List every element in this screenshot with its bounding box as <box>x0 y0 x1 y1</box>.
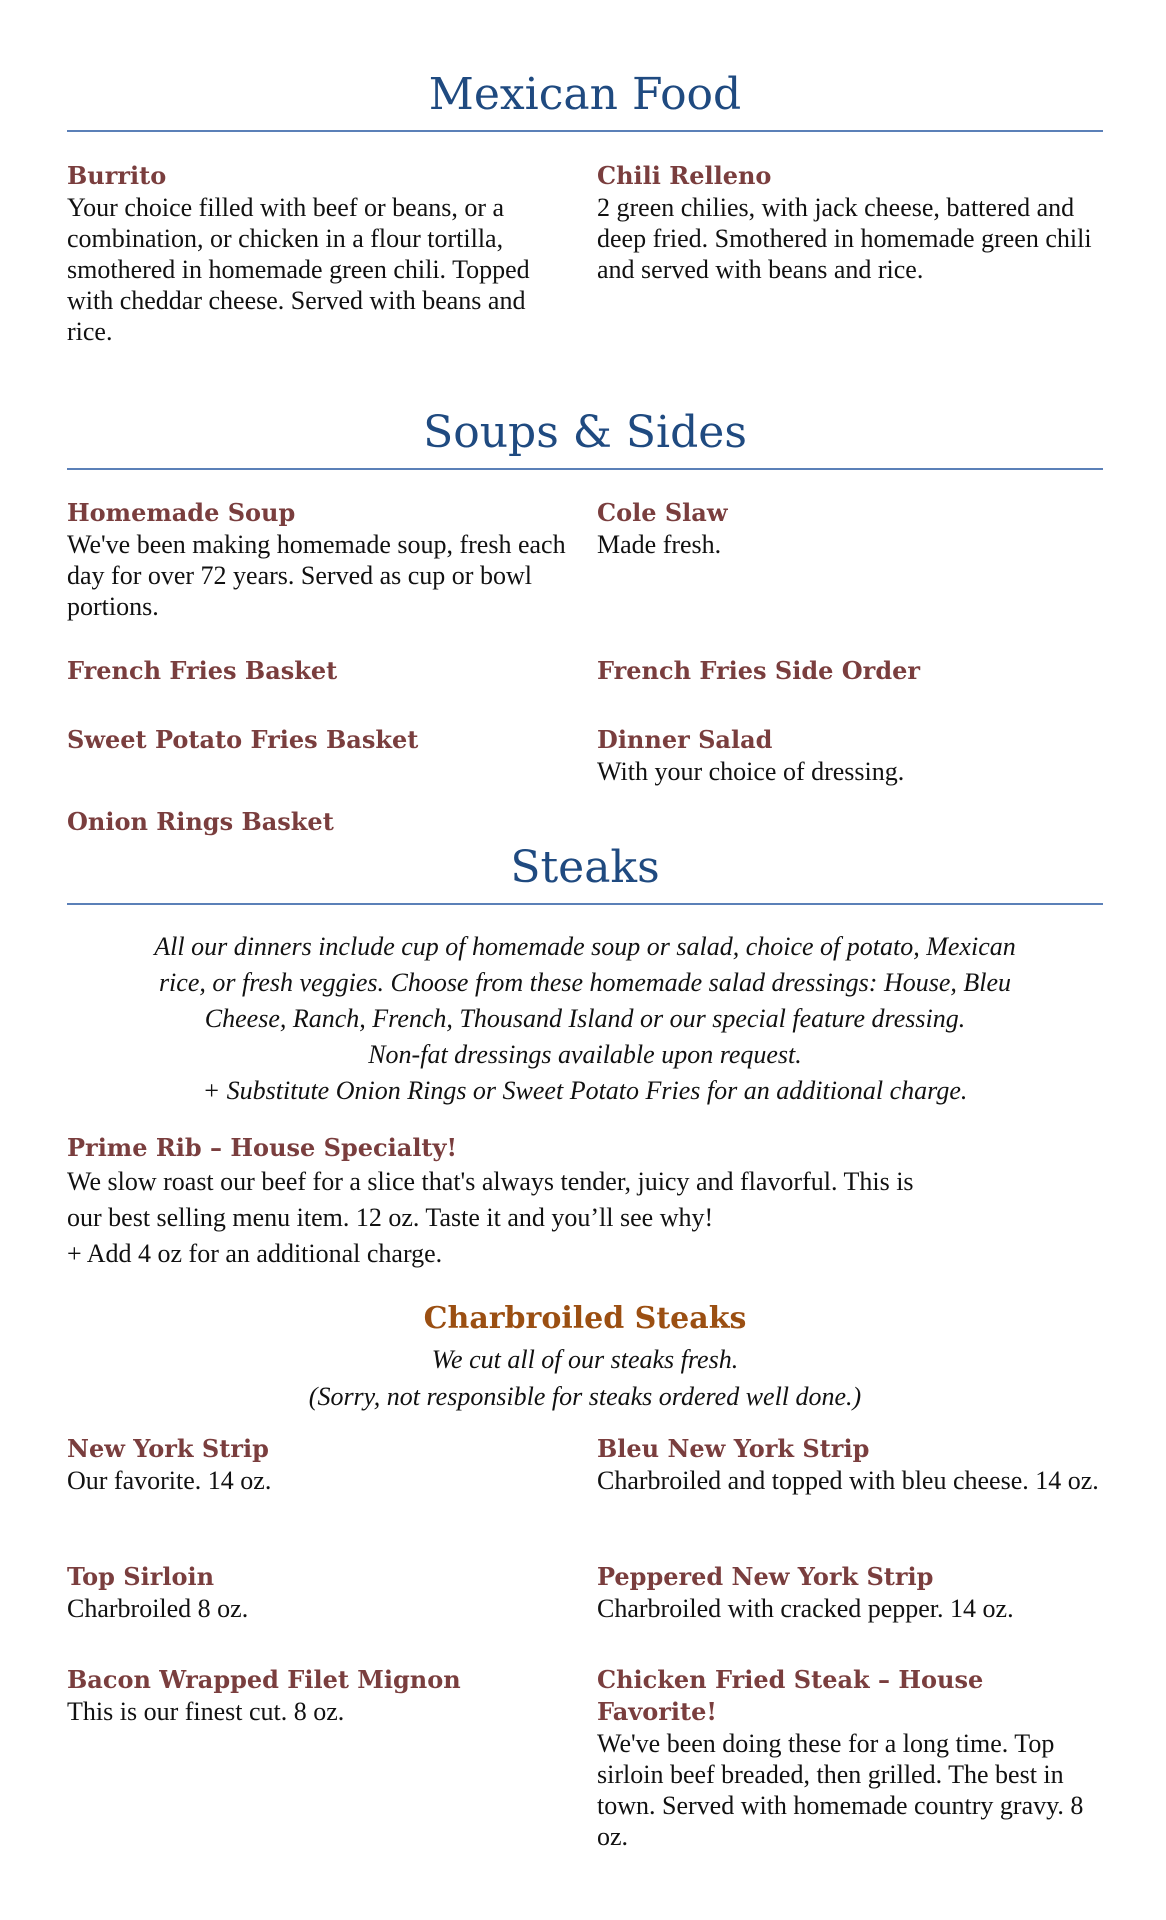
menu-item-prime-rib <box>67 1132 1103 1272</box>
section-divider <box>67 468 1103 470</box>
steaks-intro <box>67 929 1103 1109</box>
item-name: Peppered New York Strip <box>597 1562 934 1591</box>
item-description: Charbroiled and topped with bleu cheese. 14 oz. <box>597 1466 1099 1495</box>
section-title-steaks: Steaks <box>510 842 660 893</box>
item-name: Sweet Potato Fries Basket <box>67 725 419 754</box>
item-description-line: We slow roast our beef for a slice that's always tender, juicy and flavorful. This is <box>67 1167 914 1196</box>
charbroiled-note: We cut all of our steaks fresh. <box>431 1345 739 1374</box>
item-description: Made fresh. <box>597 530 722 559</box>
charbroiled-note: (Sorry, not responsible for steaks ordered well done.) <box>308 1382 862 1411</box>
item-name: French Fries Basket <box>67 656 338 685</box>
menu-item-sweet-potato-fries-basket <box>67 724 577 756</box>
item-description: Charbroiled 8 oz. <box>67 1594 249 1623</box>
intro-line: All our dinners include cup of homemade soup or salad, choice of potato, Mexican <box>154 932 1016 961</box>
menu-item-bleu-new-york-strip <box>597 1433 1107 1496</box>
menu-item-bacon-wrapped-filet-mignon <box>67 1664 577 1727</box>
menu-item-french-fries-basket <box>67 655 577 687</box>
item-name: Homemade Soup <box>67 498 296 527</box>
item-name: Onion Rings Basket <box>67 807 334 836</box>
menu-item-peppered-new-york-strip <box>597 1561 1107 1624</box>
item-description: This is our finest cut. 8 oz. <box>67 1697 345 1726</box>
intro-line: rice, or fresh veggies. Choose from these homemade salad dressings: House, Bleu <box>158 968 1012 997</box>
section-divider <box>67 903 1103 905</box>
menu-page <box>67 0 1103 1920</box>
menu-item-chili-relleno <box>597 160 1107 285</box>
section-title-soups-sides: Soups & Sides <box>423 407 747 458</box>
item-description: We've been doing these for a long time. Top sirloin beef breaded, then grilled. The best in town. Served with homemade country gravy. 8 oz. <box>597 1729 1084 1851</box>
item-name: Bacon Wrapped Filet Mignon <box>67 1665 461 1694</box>
item-description: With your choice of dressing. <box>597 757 905 786</box>
menu-item-burrito <box>67 160 577 347</box>
section-title-mexican-food: Mexican Food <box>428 69 742 120</box>
item-name: Chicken Fried Steak – House Favorite! <box>597 1665 984 1726</box>
intro-line: + Substitute Onion Rings or Sweet Potato Fries for an additional charge. <box>202 1076 968 1105</box>
menu-item-top-sirloin <box>67 1561 577 1624</box>
item-name: Bleu New York Strip <box>597 1434 870 1463</box>
subheading-charbroiled-steaks: Charbroiled Steaks <box>423 1301 747 1336</box>
item-name: Prime Rib – House Specialty! <box>67 1133 457 1162</box>
item-description: Your choice filled with beef or beans, or a combination, or chicken in a flour tortilla, smothered in homemade green chili. Topped with cheddar cheese. Served with beans and rice. <box>67 193 530 346</box>
menu-item-cole-slaw <box>597 497 1107 560</box>
item-name: Cole Slaw <box>597 498 728 527</box>
item-name: Dinner Salad <box>597 725 773 754</box>
menu-item-chicken-fried-steak <box>597 1664 1107 1852</box>
menu-item-onion-rings-basket <box>67 806 577 838</box>
menu-item-french-fries-side-order <box>597 655 1107 687</box>
item-description: Charbroiled with cracked pepper. 14 oz. <box>597 1594 1014 1623</box>
section-divider <box>67 130 1103 132</box>
item-description: 2 green chilies, with jack cheese, battered and deep fried. Smothered in homemade green chili and served with beans and rice. <box>597 193 1092 284</box>
menu-item-new-york-strip <box>67 1433 577 1496</box>
item-description: We've been making homemade soup, fresh each day for over 72 years. Served as cup or bowl portions. <box>67 530 566 621</box>
menu-item-dinner-salad <box>597 724 1107 787</box>
item-name: Top Sirloin <box>67 1562 215 1591</box>
intro-line: Non-fat dressings available upon request. <box>368 1040 802 1069</box>
item-description-line: + Add 4 oz for an additional charge. <box>67 1239 443 1268</box>
item-name: Burrito <box>67 161 167 190</box>
menu-item-homemade-soup <box>67 497 577 622</box>
intro-line: Cheese, Ranch, French, Thousand Island or our special feature dressing. <box>204 1004 966 1033</box>
item-description-line: our best selling menu item. 12 oz. Taste it and you’ll see why! <box>67 1203 714 1232</box>
item-description: Our favorite. 14 oz. <box>67 1466 272 1495</box>
item-name: Chili Relleno <box>597 161 772 190</box>
item-name: French Fries Side Order <box>597 656 921 685</box>
item-name: New York Strip <box>67 1434 269 1463</box>
